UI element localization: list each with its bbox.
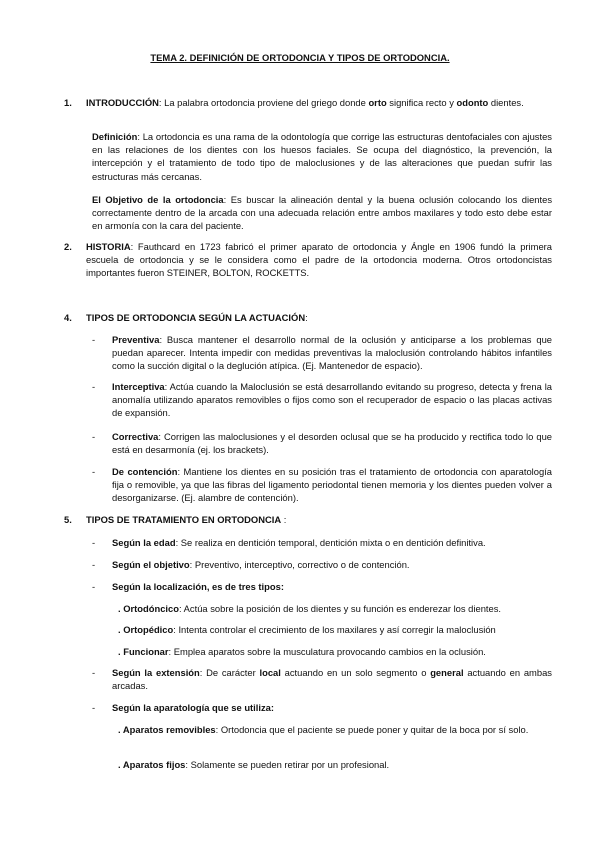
section-colon: : [305,312,308,323]
list-item-edad [92,536,552,549]
objetivo-paragraph [92,193,552,233]
section-body [86,311,552,324]
section-heading: INTRODUCCIÓN [86,97,159,108]
item-colon: : [270,702,275,713]
section-tipos-actuacion [64,311,552,324]
item-label: Correctiva [112,431,159,442]
section-text: significa recto y [386,97,457,108]
item-text: : Ortodoncia que el paciente se puede poner y quitar de la boca por sí solo. [215,724,529,735]
item-colon: : [280,581,284,592]
item-label: Según la aparatología que se utiliza [112,702,271,713]
definicion-paragraph [92,130,552,183]
page-title: TEMA 2. DEFINICIÓN DE ORTODONCIA Y TIPOS DE ORTODONCIA. [150,52,450,63]
dash-bullet: - [92,667,96,678]
dot-bullet: . [118,646,124,657]
list-item-preventiva [92,333,552,373]
term-odonto: odonto [456,97,489,108]
item-text: actuando en un solo segmento o [280,667,431,678]
section-number: 5. [64,514,72,525]
dash-bullet: - [92,702,96,713]
list-item-aparatologia [92,701,552,714]
item-text: : De carácter [199,667,260,678]
section-text: dientes. [488,97,524,108]
item-text: : Solamente se pueden retirar por un profesional. [185,759,390,770]
sub-item-funcionar [118,645,552,658]
section-body [86,96,552,109]
item-label: Según la localización, es de tres tipos [112,581,281,592]
item-label: Según la edad [112,537,176,548]
section-body [86,240,552,280]
definicion-label: Definición [92,131,138,142]
item-label: Aparatos removibles [122,724,216,735]
item-text: : Intenta controlar el crecimiento de los maxilares y así corregir la maloclusión [173,624,496,635]
item-label: Funcionar [123,646,169,657]
sub-item-ortodoncico [118,602,552,615]
objetivo-text: : Es buscar la alineación dental y la buena oclusión colocando los dientes correctamente dentro de la arcada con una adecuada relación entre ambos maxilares y todo esto debe estar en armonía con la cara del paciente. [92,194,553,232]
section-text: : Fauthcard en 1723 fabricó el primer aparato de ortodoncia y Ángle en 1906 fundó la primera escuela de ortodoncia y se le considera como el padre de la ortodoncia moderna. Otros ortodoncistas importantes fueron STEINER, BOLTON, ROCKETTS. [86,241,552,279]
term-local: local [259,667,281,678]
dash-bullet: - [92,559,96,570]
section-colon: : [281,514,287,525]
dot-bullet: . [118,724,123,735]
item-label: De contención [112,466,178,477]
list-item-localizacion [92,580,552,593]
dash-bullet: - [92,431,96,442]
dash-bullet: - [92,334,96,345]
item-text: : Mantiene los dientes en su posición tras el tratamiento de ortodoncia con aparatología fija o removible, ya que las fibras del ligamento periodontal tienen memoria y los dientes pueden volver a desorganizarse. (Ej. alambre de contención). [112,466,553,504]
dash-bullet: - [92,466,96,477]
section-tipos-tratamiento [64,513,552,526]
item-text: : Busca mantener el desarrollo normal de la oclusión y anticiparse a los problemas que puedan aparecer. Intenta impedir con medidas preventivas la maloclusión controlando hábitos infantiles como la succión digital o la deglución atípica. (Ej. Mantenedor de espacio). [112,334,552,372]
list-item-correctiva [92,430,552,456]
dot-bullet: . [118,624,124,635]
section-heading: TIPOS DE ORTODONCIA SEGÚN LA ACTUACIÓN [86,312,306,323]
item-label: Según el objetivo [112,559,190,570]
item-text: actuando en ambas arcadas. [112,667,552,692]
objetivo-label: El Objetivo de la ortodoncia [92,194,224,205]
dot-bullet: . [118,603,124,614]
sub-item-ortopedico [118,623,552,636]
list-item-extension [92,666,552,692]
sub-item-aparatos-fijos [118,758,552,771]
section-introduccion [64,96,552,109]
item-label: Aparatos fijos [122,759,186,770]
dash-bullet: - [92,537,96,548]
item-label: Ortopédico [123,624,174,635]
list-item-objetivo [92,558,552,571]
item-label: Según la extensión [112,667,200,678]
sub-item-aparatos-removibles [118,723,552,736]
list-item-interceptiva [92,380,552,420]
term-orto: orto [368,97,387,108]
section-number: 4. [64,312,72,323]
section-body [86,513,552,526]
section-number: 2. [64,241,72,252]
item-text: : Actúa sobre la posición de los dientes y su función es enderezar los dientes. [178,603,502,614]
list-item-de-contencion [92,465,552,505]
item-text: : Se realiza en dentición temporal, dentición mixta o en dentición definitiva. [175,537,486,548]
section-number: 1. [64,97,72,108]
section-heading: HISTORIA [86,241,131,252]
item-text: : Emplea aparatos sobre la musculatura provocando cambios en la oclusión. [168,646,486,657]
section-heading: TIPOS DE TRATAMIENTO EN ORTODONCIA [86,514,282,525]
dash-bullet: - [92,581,96,592]
definicion-text: : La ortodoncia es una rama de la odontología que corrige las estructuras dentofaciales con ajustes en las relaciones de los dientes con los huesos faciales. Se ocupa del diagnóstico, la prevención, la intercepción y el tratamiento de todo tipo de maloclusiones y de las alteraciones que puedan sufrir las estructuras más cercanas. [92,131,552,182]
item-text: : Actúa cuando la Maloclusión se está desarrollando evitando su progreso, detecta y frena la anomalía utilizando aparatos removibles o fijos como son el recuperador de espacio o las placas activas de expansión. [112,381,552,419]
item-text: : Preventivo, interceptivo, correctivo o de contención. [189,559,410,570]
item-text: : Corrigen las maloclusiones y el desorden oclusal que se ha producido y rectifica todo lo que está en desarmonía (ej. los brackets). [112,431,552,456]
item-label: Preventiva [112,334,160,345]
dash-bullet: - [92,381,96,392]
item-label: Ortodóncico [123,603,179,614]
item-label: Interceptiva [112,381,165,392]
dot-bullet: . [118,759,123,770]
term-general: general [430,667,464,678]
section-text: : La palabra ortodoncia proviene del griego donde [158,97,369,108]
section-historia [64,240,552,280]
